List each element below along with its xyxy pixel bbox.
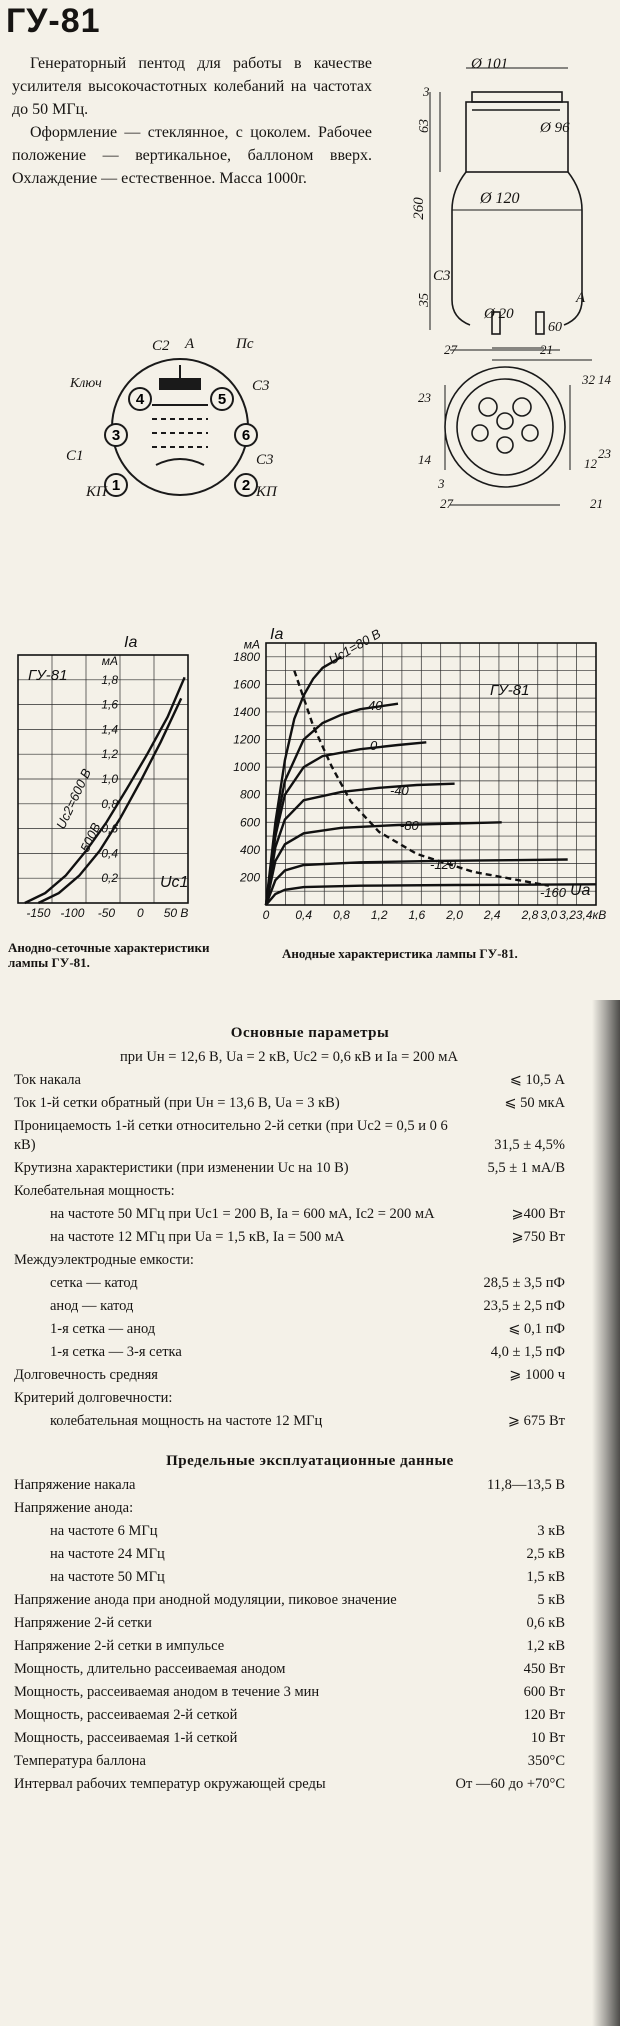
capacitance-row: сетка — катод 28,5 ± 3,5 пФ bbox=[50, 1275, 565, 1291]
y-tick-label: 1800 bbox=[233, 649, 260, 664]
pin-number-2: 2 bbox=[241, 477, 251, 494]
dim-60: 60 bbox=[548, 320, 562, 335]
dim-3-bottom: 3 bbox=[438, 476, 445, 491]
anode-voltage-row: на частоте 24 МГц 2,5 кВ bbox=[50, 1546, 565, 1562]
x-axis-label: Uс1 bbox=[160, 874, 189, 891]
series-label-1: 40 bbox=[368, 698, 383, 713]
pin-label-c3-top: С3 bbox=[252, 378, 270, 394]
x-tick-label: -100 bbox=[60, 906, 85, 920]
power-row: на частоте 12 МГц при Uа = 1,5 кВ, Iа = 500 мА ⩾750 Вт bbox=[50, 1229, 565, 1245]
y-tick-label: 800 bbox=[239, 787, 260, 802]
description bbox=[12, 52, 372, 190]
capacitance-row: анод — катод 23,5 ± 2,5 пФ bbox=[50, 1298, 565, 1314]
dim-3: 3 bbox=[423, 84, 430, 99]
capacitance-row: 1-я сетка — анод ⩽ 0,1 пФ bbox=[50, 1321, 565, 1337]
series-label-2: 0 bbox=[370, 738, 378, 753]
dim-21-top: 21 bbox=[540, 342, 553, 357]
series-label-5: -120 bbox=[430, 857, 457, 872]
dim-12: 12 bbox=[584, 456, 597, 471]
y-tick-label: 0,2 bbox=[101, 871, 118, 886]
parameters-section bbox=[0, 1015, 620, 1798]
x-tick-label: 2,0 bbox=[446, 908, 463, 922]
dim-27-top: 27 bbox=[444, 342, 457, 357]
dim-14-right: 14 bbox=[598, 372, 611, 387]
y-tick-label: 0,6 bbox=[101, 821, 118, 836]
series-label-6: -160 bbox=[540, 885, 567, 900]
series-label-1: 500В bbox=[77, 820, 104, 855]
pin-label-kp-1: КП bbox=[86, 484, 107, 500]
y-tick-label: 1400 bbox=[233, 704, 260, 719]
x-tick-label: 2,8 bbox=[521, 908, 539, 922]
y-tick-label: 1200 bbox=[233, 732, 260, 747]
power-row: на частоте 50 МГц при Uс1 = 200 В, Iа = 600 мА, Iс2 = 200 мА ⩾400 Вт bbox=[50, 1206, 565, 1222]
capacitance-heading: Междуэлектродные емкости: bbox=[14, 1252, 194, 1268]
anode-voltage-row: на частоте 50 МГц 1,5 кВ bbox=[50, 1569, 565, 1585]
x-tick-label: 3,2 bbox=[559, 908, 576, 922]
description-paragraph-2: Оформление — стеклянное, с цоколем. Рабочее положение — вертикальное, баллоном вверх. Охлаждение — естественное. Масса 1000г. bbox=[12, 124, 372, 187]
param-row: Проницаемость 1-й сетки относительно 2-й сетки (при Uс2 = 0,5 и 0 6 кВ) 31,5 ± 4,5% bbox=[14, 1118, 565, 1153]
params-conditions: при Uн = 12,6 В, Uа = 2 кВ, Uс2 = 0,6 кВ и Iа = 200 мА bbox=[120, 1049, 458, 1065]
limits-row: Напряжение 2-й сетки в импульсе 1,2 кВ bbox=[14, 1638, 565, 1654]
y-tick-label: 0,8 bbox=[101, 796, 118, 811]
pin-label-a-side: А bbox=[576, 290, 586, 306]
series-label-4: -80 bbox=[400, 818, 419, 833]
y-axis-label: Iа bbox=[124, 634, 138, 651]
chart-title: ГУ-81 bbox=[28, 667, 68, 684]
dim-260: 260 bbox=[410, 197, 427, 220]
pin-number-4: 4 bbox=[135, 391, 145, 408]
chart-title: ГУ-81 bbox=[490, 682, 530, 699]
anode-chart-caption: Анодные характеристика лампы ГУ-81. bbox=[282, 946, 518, 961]
x-tick-label: 0 bbox=[262, 908, 270, 922]
y-tick-label: 1,2 bbox=[101, 747, 118, 762]
x-tick-label: 1,2 bbox=[370, 908, 388, 922]
param-row: Ток накала ⩽ 10,5 А bbox=[14, 1072, 565, 1088]
pin-label-kp-2: КП bbox=[256, 484, 277, 500]
limits-row: Мощность, рассеиваемая 2-й сеткой 120 Вт bbox=[14, 1707, 565, 1723]
y-tick-label: 600 bbox=[239, 815, 260, 830]
life-row: Долговечность средняя ⩾ 1000 ч bbox=[14, 1367, 565, 1383]
dim-d120: Ø 120 bbox=[480, 190, 520, 207]
limits-row: Мощность, рассеиваемая 1-й сеткой 10 Вт bbox=[14, 1730, 565, 1746]
params-title: Основные параметры bbox=[230, 1025, 390, 1041]
dim-d101: Ø 101 bbox=[471, 56, 509, 72]
dim-d20: Ø 20 bbox=[484, 306, 514, 322]
dim-d96: Ø 96 bbox=[540, 120, 570, 136]
y-tick-label: 1,6 bbox=[101, 697, 118, 712]
limits-row: Напряжение анода при анодной модуляции, пиковое значение 5 кВ bbox=[14, 1592, 565, 1608]
power-heading: Колебательная мощность: bbox=[14, 1183, 175, 1199]
limits-row: Интервал рабочих температур окружающей среды От —60 до +70°С bbox=[14, 1776, 565, 1792]
dim-35: 35 bbox=[417, 293, 432, 307]
dim-23-left: 23 bbox=[418, 390, 431, 405]
dim-14-left: 14 bbox=[418, 452, 431, 467]
pin-label-key: Ключ bbox=[70, 376, 102, 391]
pinout-diagram bbox=[80, 335, 280, 515]
x-tick-label: -150 bbox=[26, 906, 51, 920]
limits-row: Напряжение накала 11,8—13,5 В bbox=[14, 1477, 565, 1493]
pin-label-c1: С1 bbox=[66, 448, 84, 464]
y-tick-label: 0,4 bbox=[101, 846, 118, 861]
y-tick-label: 1,4 bbox=[101, 722, 118, 737]
page-title: ГУ-81 bbox=[6, 2, 101, 40]
grid-chart-caption: Анодно-сеточные характеристики лампы ГУ-81. bbox=[8, 940, 210, 970]
y-tick-label: 1600 bbox=[233, 677, 260, 692]
pin-label-pc: Пс bbox=[236, 336, 254, 352]
series-line-5 bbox=[266, 860, 568, 906]
y-tick-label: мА bbox=[243, 637, 260, 652]
anode-voltage-row: на частоте 6 МГц 3 кВ bbox=[50, 1523, 565, 1539]
dim-23-right: 23 bbox=[598, 446, 611, 461]
x-tick-label: 0 bbox=[137, 906, 144, 920]
series-label-0: Uс1=80 В bbox=[326, 625, 384, 668]
pin-number-3: 3 bbox=[111, 427, 121, 444]
anode-characteristics-chart bbox=[233, 625, 615, 930]
x-axis-label: Uа bbox=[570, 882, 591, 899]
criterion-row: колебательная мощность на частоте 12 МГц ⩾ 675 Вт bbox=[50, 1413, 565, 1429]
dim-27-bottom: 27 bbox=[440, 496, 453, 511]
pin-number-5: 5 bbox=[217, 391, 227, 408]
criterion-heading: Критерий долговечности: bbox=[14, 1390, 173, 1406]
x-tick-label: 2,4 bbox=[483, 908, 501, 922]
series-label-0: Uс2=600 В bbox=[53, 766, 95, 832]
limits-row: Мощность, длительно рассеиваемая анодом 450 Вт bbox=[14, 1661, 565, 1677]
pin-number-6: 6 bbox=[241, 427, 251, 444]
x-tick-label: 1,6 bbox=[408, 908, 426, 922]
y-tick-label: 400 bbox=[239, 842, 260, 857]
y-tick-label: 1,8 bbox=[101, 672, 118, 687]
limits-row: Напряжение 2-й сетки 0,6 кВ bbox=[14, 1615, 565, 1631]
dim-63: 63 bbox=[417, 119, 432, 133]
y-tick-label: мА bbox=[101, 654, 118, 669]
x-tick-label: -50 bbox=[97, 906, 116, 920]
pin-label-c2: С2 bbox=[152, 338, 170, 354]
pin-label-c3-side: С3 bbox=[433, 268, 451, 284]
y-tick-label: 1000 bbox=[233, 760, 260, 775]
x-tick-label: 0,8 bbox=[333, 908, 350, 922]
grid-characteristics-chart bbox=[8, 625, 213, 935]
limits-title: Предельные эксплуатационные данные bbox=[166, 1453, 454, 1469]
x-tick-label: 0,4 bbox=[295, 908, 313, 922]
param-row: Крутизна характеристики (при изменении Uс на 10 В) 5,5 ± 1 мА/В bbox=[14, 1160, 565, 1176]
x-tick-label: 50 В bbox=[163, 906, 189, 920]
anode-voltage-heading: Напряжение анода: bbox=[14, 1500, 134, 1516]
limits-row: Температура баллона 350°С bbox=[14, 1753, 565, 1769]
capacitance-row: 1-я сетка — 3-я сетка 4,0 ± 1,5 пФ bbox=[50, 1344, 565, 1360]
pin-label-c3-bottom: С3 bbox=[256, 452, 274, 468]
y-axis-label: Iа bbox=[270, 626, 284, 643]
pin-label-a: А bbox=[185, 336, 195, 352]
pin-number-1: 1 bbox=[111, 477, 121, 494]
param-row: Ток 1-й сетки обратный (при Uн = 13,6 В, Uа = 3 кВ) ⩽ 50 мкА bbox=[14, 1095, 565, 1111]
x-tick-label: 3,0 bbox=[540, 908, 558, 922]
y-tick-label: 200 bbox=[239, 870, 260, 885]
series-label-3: -40 bbox=[390, 783, 409, 798]
series-line-1 bbox=[266, 704, 398, 905]
description-paragraph-1: Генераторный пентод для работы в качестве усилителя высокочастотных колебаний на частотах до 50 МГц. bbox=[12, 55, 372, 118]
y-tick-label: 1,0 bbox=[101, 772, 118, 786]
dim-32: 32 bbox=[582, 372, 595, 387]
limits-row: Мощность, рассеиваемая анодом в течение 3 мин 600 Вт bbox=[14, 1684, 565, 1700]
x-tick-label: 3,4кВ bbox=[575, 908, 607, 922]
page-edge-shadow bbox=[592, 1000, 620, 2026]
dim-21-bottom: 21 bbox=[590, 496, 603, 511]
